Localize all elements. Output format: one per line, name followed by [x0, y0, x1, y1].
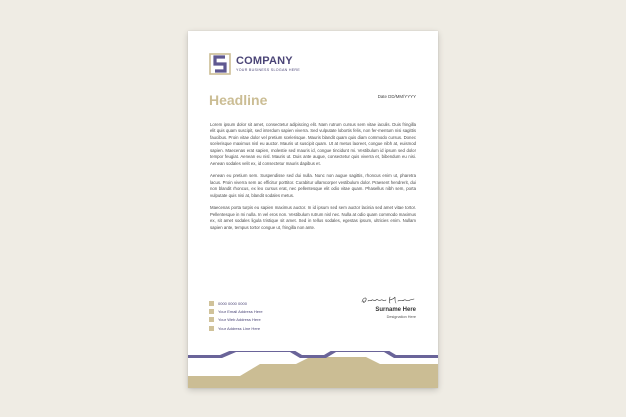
contact-address-text: Your Address Line Here	[218, 325, 261, 331]
body-paragraph: Lorem ipsum dolor sit amet, consectetur adipiscing elit. Nam rutrum cursus sem vitae iaculis. Duis fringilla elit quis quam suscipit, sed interdum sapien viverra. Sed vulputate lobortis felis, non fer-mentum nisi sagittis faucibus. Proin vitae dolor vel pretium scelerisque. Mauris blandit quam quis diam commodo cursus. Donec scelerisque maximus nisl eu auctor. Mauris ut suscipit quam. Ut at metus laoreet, congue nibh at, euismod sapien. Maecenas erat sapien, molestie sed mauris id, congue tincidunt mi. Vestibulum id ipsum sed dolor tempor feugiat. Aenean eu nisl. Mauris ut. Duis ante augue, consectetur quis viverra et, bibendum eu nisi. Aenean sodales velit ex, id consectetur mauris dapibus et.	[210, 122, 416, 166]
company-name: COMPANY	[236, 55, 293, 67]
phone-icon	[209, 301, 214, 306]
email-icon	[209, 309, 214, 314]
contact-address	[209, 324, 263, 332]
company-slogan: YOUR BUSINESS SLOGAN HERE	[236, 68, 301, 72]
globe-icon	[209, 317, 214, 322]
contact-phone	[209, 299, 263, 307]
headline: Headline	[209, 92, 268, 108]
signature-title: Designation Here	[386, 315, 416, 319]
letterhead-page	[188, 31, 438, 388]
contact-email-text: Your Email Address Here	[218, 309, 263, 315]
handwritten-signature	[360, 294, 416, 306]
body-paragraph: Maecenas porta turpis eu sapien maximus auctor. In id ipsum sed sem auctor lacinia sed amet vitae tortor. Pellentesque in mi nulla. In vel eros non. Vestibulum rutrum nisl nec. Nulla at odio quam commodo maximus ex, sit amet sodales ligula tristique sit amet. Sed in tellus sodales, egestas ipsum, ultricies enim. Nullam sapien ante, tempus tortor congue ut, fringilla non ante.	[210, 205, 416, 230]
date-label: Date DD/MM/YYYY	[377, 94, 416, 99]
contact-web	[209, 316, 263, 324]
contact-phone-text: 0000 0000 0000	[218, 300, 247, 306]
contact-email	[209, 307, 263, 315]
letter-body	[210, 122, 416, 237]
footer-decoration	[188, 351, 438, 388]
body-paragraph: Aenean eu pretium sem. Suspendisse sed dui nulla. Nunc non augue sagittis, rhoncus enim ut, pharetra lacus. Proin viverra sem ac efficitur porttitor. Curabitur ullamcorper vestibulum dolor. Praesent hendrerit, dui non blandit rhoncus, ex leo cursus erat, nec pellentesque elit odio vitae quam. Phasellus nibh sem, porta vulputate quis nisi at, blandit sodales metus.	[210, 173, 416, 198]
signature-name: Surname Here	[375, 307, 416, 313]
location-icon	[209, 326, 214, 331]
contact-list	[209, 299, 263, 333]
company-logo-icon	[209, 53, 231, 75]
contact-web-text: Your Web Address Here	[218, 317, 261, 323]
